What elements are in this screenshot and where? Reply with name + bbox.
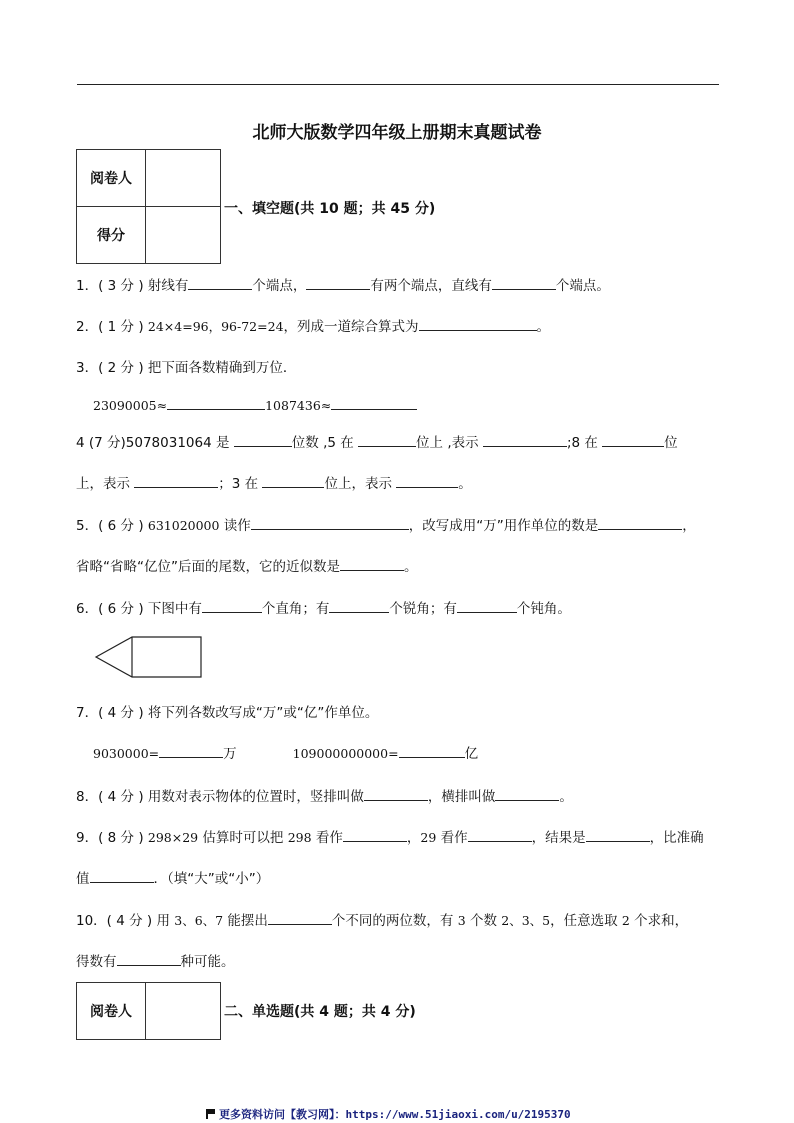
question-7: 7．( 4 分 ) 将下列各数改写成“万”或“亿”作单位。	[76, 705, 379, 721]
question-9: 9．( 8 分 ) 298×29 估算时可以把 298 看作 ，29 看作 ，结果是 ，比准确	[76, 827, 704, 848]
reviewer-label: 阅卷人	[77, 983, 146, 1040]
score-cell	[146, 207, 221, 264]
page-title: 北师大版数学四年级上册期末真题试卷	[252, 123, 542, 143]
answer-blank[interactable]	[396, 473, 458, 488]
footer-link[interactable]	[206, 1106, 571, 1122]
answer-blank[interactable]	[399, 743, 465, 758]
score-label: 得分	[77, 207, 146, 264]
answer-blank[interactable]	[483, 432, 567, 447]
question-6: 6．( 6 分 ) 下图中有 个直角；有 个锐角；有 个钝角。	[76, 598, 571, 619]
answer-blank[interactable]	[598, 515, 682, 530]
question-10-cont: 得数有 种可能。	[76, 951, 235, 972]
answer-blank[interactable]	[202, 598, 262, 613]
question-3: 3．( 2 分 ) 把下面各数精确到万位．	[76, 360, 297, 376]
question-9-cont: 值 ．（填“大”或“小”）	[76, 868, 269, 889]
question-8: 8．( 4 分 ) 用数对表示物体的位置时，竖排叫做 ，横排叫做 。	[76, 786, 573, 807]
question-10: 10．( 4 分 ) 用 3、6、7 能摆出 个不同的两位数，有 3 个数 2、3、5，任意选取 2 个求和，	[76, 910, 688, 931]
question-4-cont: 上，表示 ；3 在 位上，表示 。	[76, 473, 472, 494]
question-1: 1．( 3 分 ) 射线有 个端点， 有两个端点，直线有 个端点。	[76, 275, 610, 296]
question-5: 5．( 6 分 ) 631020000 读作 ，改写成用“万”用作单位的数是 ，	[76, 515, 696, 536]
header-rule	[77, 84, 719, 85]
answer-blank[interactable]	[188, 275, 252, 290]
answer-blank[interactable]	[492, 275, 556, 290]
answer-blank[interactable]	[468, 827, 532, 842]
question-5-cont: 省略“省略“亿位”后面的尾数，它的近似数是 。	[76, 556, 417, 577]
flag-icon	[206, 1109, 215, 1118]
answer-blank[interactable]	[340, 556, 404, 571]
question-4: 4 (7 分)5078031064 是 位数 ,5 在 位上 ,表示 ;8 在 位	[76, 432, 678, 453]
answer-blank[interactable]	[134, 473, 218, 488]
answer-blank[interactable]	[457, 598, 517, 613]
reviewer-cell	[146, 983, 221, 1040]
answer-blank[interactable]	[419, 316, 537, 331]
answer-blank[interactable]	[234, 432, 292, 447]
answer-blank[interactable]	[364, 786, 428, 801]
footer-text: 更多资料访问【教习网】：https://www.51jiaoxi.com/u/2195370	[219, 1108, 571, 1121]
pentagon-figure	[94, 636, 204, 680]
answer-blank[interactable]	[602, 432, 664, 447]
answer-blank[interactable]	[117, 951, 181, 966]
answer-blank[interactable]	[90, 868, 154, 883]
section-heading-fill-blank: 一、填空题(共 10 题；共 45 分)	[224, 201, 436, 217]
reviewer-cell	[146, 150, 221, 207]
answer-blank[interactable]	[358, 432, 416, 447]
answer-blank[interactable]	[495, 786, 559, 801]
question-3-items: 23090005≈ 1087436≈	[93, 395, 417, 416]
answer-blank[interactable]	[159, 743, 223, 758]
question-7-items: 9030000= 万 109000000000= 亿	[93, 743, 478, 764]
question-2: 2．( 1 分 ) 24×4=96，96-72=24，列成一道综合算式为 。	[76, 316, 550, 337]
section-heading-single-choice: 二、单选题(共 4 题；共 4 分)	[224, 1004, 416, 1020]
grader-table	[76, 149, 221, 264]
answer-blank[interactable]	[329, 598, 389, 613]
answer-blank[interactable]	[262, 473, 324, 488]
answer-blank[interactable]	[167, 395, 265, 410]
reviewer-label: 阅卷人	[77, 150, 146, 207]
answer-blank[interactable]	[251, 515, 409, 530]
grader-table-2	[76, 982, 221, 1040]
answer-blank[interactable]	[306, 275, 370, 290]
answer-blank[interactable]	[268, 910, 332, 925]
answer-blank[interactable]	[586, 827, 650, 842]
answer-blank[interactable]	[331, 395, 417, 410]
answer-blank[interactable]	[343, 827, 407, 842]
